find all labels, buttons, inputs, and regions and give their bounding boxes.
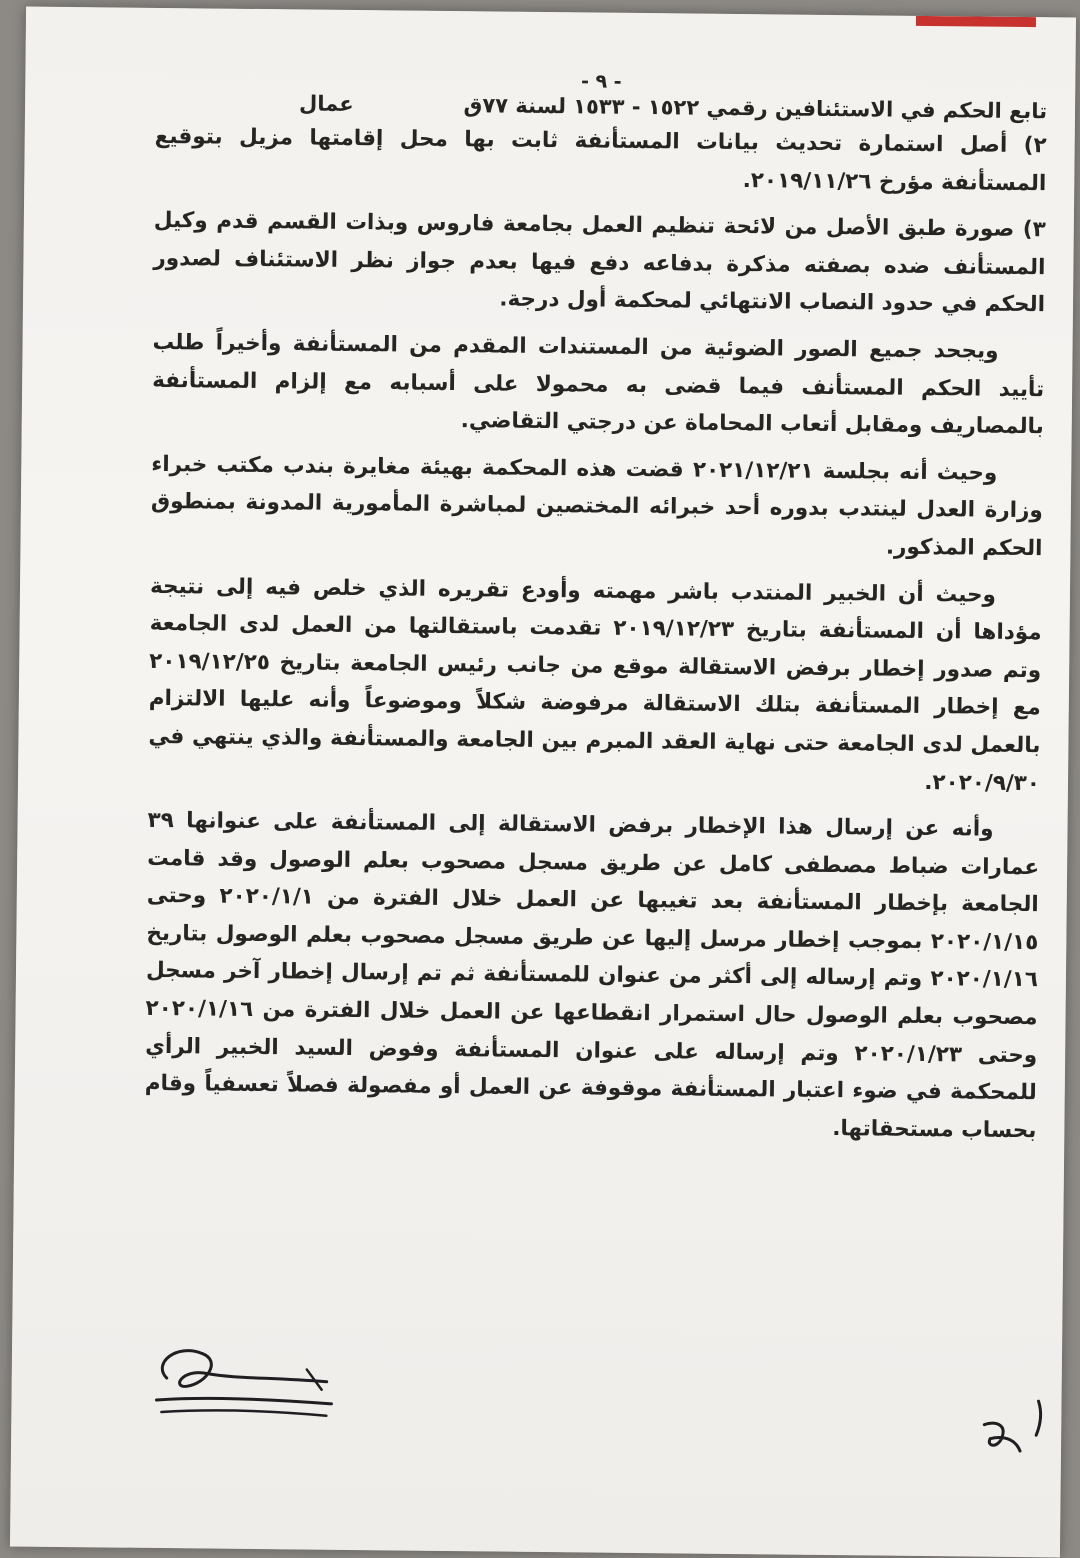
paragraph-item-3: ٣) صورة طبق الأصل من لائحة تنظيم العمل بجامعة فاروس وبذات القسم قدم وكيل المستأنف ضده بصفته مذكرة بدفاعه دفع فيها بعدم جواز نظر الاستئناف لصدور الحكم في حدود النصاب الانتهائي لمحكمة أول درجة.: [153, 208, 1046, 318]
header-title: تابع الحكم في الاستئنافين رقمي ١٥٢٢ - ١٥٣٣ لسنة ٧٧ق: [463, 93, 1048, 124]
paragraph-expert-report: وحيث أن الخبير المنتدب باشر مهمته وأودع تقريره الذي خلص فيه إلى نتيجة مؤداها أن المستأنفة بتاريخ ٢٠١٩/١٢/٢٣ تقدمت باستقالتها من العمل لدى الجامعة وتم صدور إخطار برفض الاستقالة موقع من جانب رئيس الجامعة بتاريخ ٢٠١٩/١٢/٢٥ مع إخطار المستأنفة بتلك الاستقالة مرفوضة شكلاً وموضوعاً وأنه عليها الالتزام بالعمل لدى الجامعة حتى نهاية العقد المبرم بين الجامعة والمستأنفة والذي ينتهي في ٢٠٢٠/٩/٣٠.: [148, 573, 1042, 796]
document-body: [144, 64, 1047, 1159]
initials-mark: [976, 1395, 1052, 1466]
document-page: [10, 7, 1076, 1558]
page-number: - ٩ -: [580, 70, 622, 93]
paragraph-denial: ويجحد جميع الصور الضوئية من المستندات المقدم من المستأنفة وأخيراً طلب تأييد الحكم المستأنف فيما قضى به محمولا على أسبابه مع إلزام المستأنفة بالمصاريف ومقابل أتعاب المحاماة عن درجتي التقاضي.: [152, 329, 1045, 440]
paragraph-notification: وأنه عن إرسال هذا الإخطار برفض الاستقالة إلى المستأنفة على عنوانها ٣٩ عمارات ضباط مصطفى كامل عن طريق مسجل مصحوب بعلم الوصول وقد قامت الجامعة بإخطار المستأنفة بعد تغيبها عن العمل خلال الفترة من ٢٠٢٠/١/١ وحتى ٢٠٢٠/١/١٥ بموجب إخطار مرسل إليها عن طريق مسجل مصحوب بعلم الوصول بتاريخ ٢٠٢٠/١/١٦ وتم إرساله إلى أكثر من عنوان للمستأنفة ثم تم إرسال إخطار آخر مسجل مصحوب بعلم الوصول حال استمرار انقطاعها عن العمل خلال الفترة من ٢٠٢٠/١/١٦ وحتى ٢٠٢٠/١/٢٣ وتم إرساله على عنوان المستأنفة وفوض السيد الخبير الرأي للمحكمة في ضوء اعتبار المستأنفة موقوفة عن العمل أو مفصولة فصلاً تعسفياً وقام بحساب مستحقاتها.: [144, 807, 1040, 1144]
header-tag: عمال: [298, 91, 354, 116]
signature-mark: [146, 1338, 337, 1430]
red-folder-tab: [916, 16, 1036, 27]
paragraph-session: وحيث أنه بجلسة ٢٠٢١/١٢/٢١ قضت هذه المحكمة بهيئة مغايرة بندب مكتب خبراء وزارة العدل لينتدب بدوره أحد خبرائه المختصين لمباشرة المأمورية المدونة بمنطوق الحكم المذكور.: [150, 451, 1043, 562]
paragraph-item-2: ٢) أصل استمارة تحديث بيانات المستأنفة ثابت بها محل إقامتها مزيل بتوقيع المستأنفة مؤرخ ٢٠١٩/١١/٢٦.: [154, 123, 1047, 196]
